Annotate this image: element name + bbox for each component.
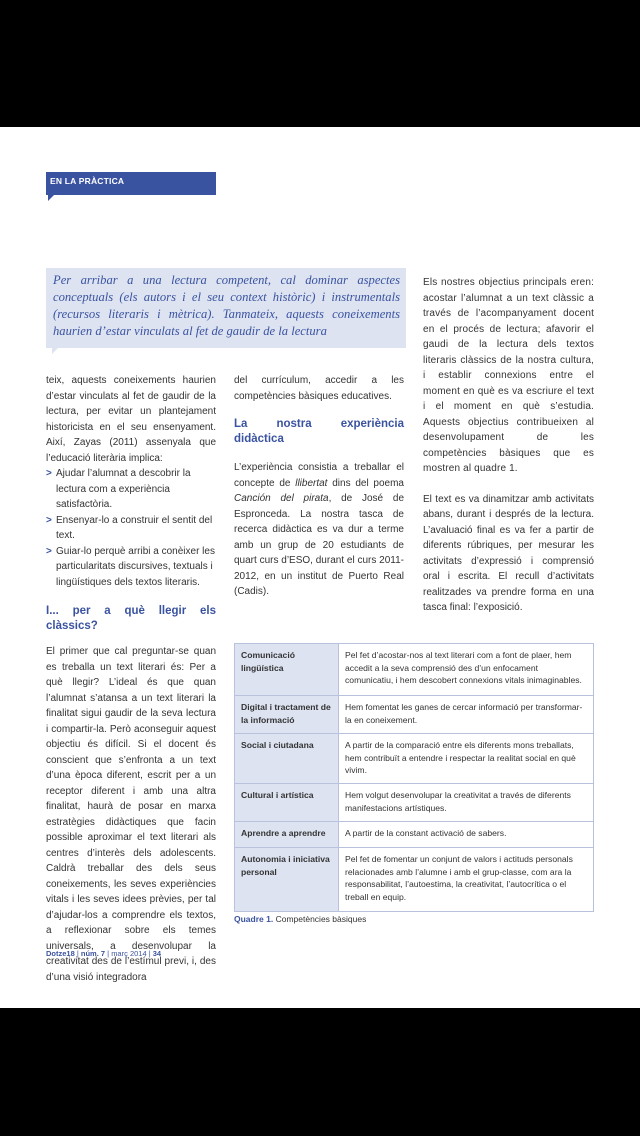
table-row-description: Pel fet d’acostar-nos al text literari com a font de plaer, hem accedit a la seva comprensió des d’un enfocament comunicatiu, i hem descobert connexions vitals inimaginables. (339, 644, 594, 696)
table-row-header: Digital i tractament de la informació (235, 696, 339, 734)
table-row-header: Aprendre a aprendre (235, 822, 339, 848)
col2-paragraph-1: del currículum, accedir a les competències bàsiques educatives. (234, 375, 404, 402)
col1-paragraph-1: teix, aquests coneixements haurien d’estar vinculats al fet de gaudir de la lectura, per evitar un plantejament historicista en el seu ensenyament. Així, Zayas (2011) assenyala que l’educació literària implica: (46, 375, 216, 464)
pullquote-text: Per arribar a una lectura competent, cal dominar aspectes conceptuals (els autors i el seu context històric) i instrumentals (recursos literaris i mètrica). Tanmateix, aquests coneixements haurien d’estar vinculats al fet de gaudir de la lectura (53, 273, 400, 338)
col3-paragraph-1: Els nostres objectius principals eren: acostar l’alumnat a un text clàssic a través de l’acompanyament docent en el procés de lectura; afavorir el gaudi de la lectura dels textos literaris clàssics de la nostra cultura, i establir connexions entre el moment en què es va escriure el text i el moment en què s’estudia. Aquests objectius contribueixen al desenvolupament de les competències bàsiques que es mostren al quadre 1. (423, 277, 594, 474)
col1-paragraph-2: El primer que cal preguntar-se quan es treballa un text literari és: Per a què llegir? L’ideal és que quan l’alumnat s’atansa a un text literari la finalitat sigui gaudir de la seva lectura i compartir-la. Però aconseguir aquest objectiu és difícil. Si el docent és conscient que s’enfronta a un text d’una època diferent, escrit per a un receptor diferent i amb una altra finalitat, haurà de posar en marxa estratègies didàctiques que facin possible aproximar el text literari als centres d’interès dels adolescents. Caldrà treballar des dels seus coneixements, les seves experiències vitals i les seves idees prèvies, per tal d’ajudar-los a comprendre els textos, a reflexionar sobre els temes universals, a desenvolupar la creativitat des de l’estímul previ, i, des d’una visió integradora (46, 646, 216, 983)
magazine-page (0, 127, 640, 1008)
table-row-header: Comunicació lingüística (235, 644, 339, 696)
bullet-list (46, 466, 216, 590)
section-tag-label: EN LA PRÀCTICA (50, 176, 125, 186)
footer-issue: núm. 7 (80, 949, 106, 958)
col3-paragraph-2: El text es va dinamitzar amb activitats abans, durant i després de la lectura. L’avaluació final es va fer a partir de diferents rúbriques, per mesurar les activitats d’expressió i comprensió oral i escrita. El recull d’activitats realitzades va prendre forma en una tasca final: l’exposició. (423, 493, 594, 613)
page-number: 34 (152, 949, 162, 958)
footer-magazine: Dotze18 (46, 949, 75, 958)
pullquote (46, 268, 406, 348)
table-caption (234, 914, 366, 924)
col2-paragraph-2: L’experiència consistia a treballar el concepte de llibertat dins del poema Canción del pirata, de José de Espronceda. La nostra tasca de recerca didàctica es va dur a terme amb un grup de 20 estudiants de quart curs d’ESO, durant el curs 2011-2012, en un institut de Puerto Real (Cadis). (234, 462, 405, 597)
table-row (235, 696, 594, 734)
section-tag (46, 172, 216, 195)
chevron-right-icon: > (46, 545, 52, 557)
table-row-description: Hem fomentat les ganes de cercar informació per transformar-la en coneixement. (339, 696, 594, 734)
chevron-right-icon: > (46, 514, 52, 526)
bullet-item: > Guiar-lo perquè arribi a conèixer les particularitats discursives, textuals i lingüístiques dels textos literaris. (46, 545, 215, 588)
table-row-header: Social i ciutadana (235, 734, 339, 784)
section-heading-classics: I... per a què llegir els clàssics? (46, 605, 216, 632)
column-2 (234, 373, 404, 600)
caption-label: Quadre 1. (234, 914, 274, 924)
table-row (235, 644, 594, 696)
table-row-description: A partir de la constant activació de sabers. (339, 822, 594, 848)
column-3 (423, 275, 594, 616)
section-heading-experience: La nostra experiència didàctica (234, 418, 404, 445)
competencies-table (234, 643, 594, 912)
table-row-header: Autonomia i iniciativa personal (235, 848, 339, 912)
footer-date: març 2014 (111, 949, 147, 958)
bullet-item: > Ensenyar-lo a construir el sentit del text. (46, 514, 213, 541)
caption-text: Competències bàsiques (275, 914, 367, 924)
column-1 (46, 373, 216, 985)
table-row-description: Hem volgut desenvolupar la creativitat a través de diferents manifestacions artístiques. (339, 784, 594, 822)
chevron-right-icon: > (46, 468, 52, 479)
table-row-description: A partir de la comparació entre els diferents mons treballats, hem contribuït a entendre i respectar la realitat social en què vivim. (339, 734, 594, 784)
bullet-item: > Ajudar l’alumnat a descobrir la lectura com a experiència satisfactòria. (46, 468, 191, 510)
table-row (235, 822, 594, 848)
page-footer: Dotze18 | núm. 7 | març 2014 | 34 (46, 949, 162, 958)
table-row-header: Cultural i artística (235, 784, 339, 822)
pullquote-notch (52, 348, 58, 354)
section-tag-notch (48, 195, 54, 201)
table-row-description: Pel fet de fomentar un conjunt de valors i actituds personals relacionades amb l’alumne i amb el grup-classe, com ara la responsabilitat, l’autoestima, la creativitat, l’autocrítica o el treball en equip. (339, 848, 594, 912)
table-row (235, 848, 594, 912)
table-row (235, 784, 594, 822)
table-row (235, 734, 594, 784)
